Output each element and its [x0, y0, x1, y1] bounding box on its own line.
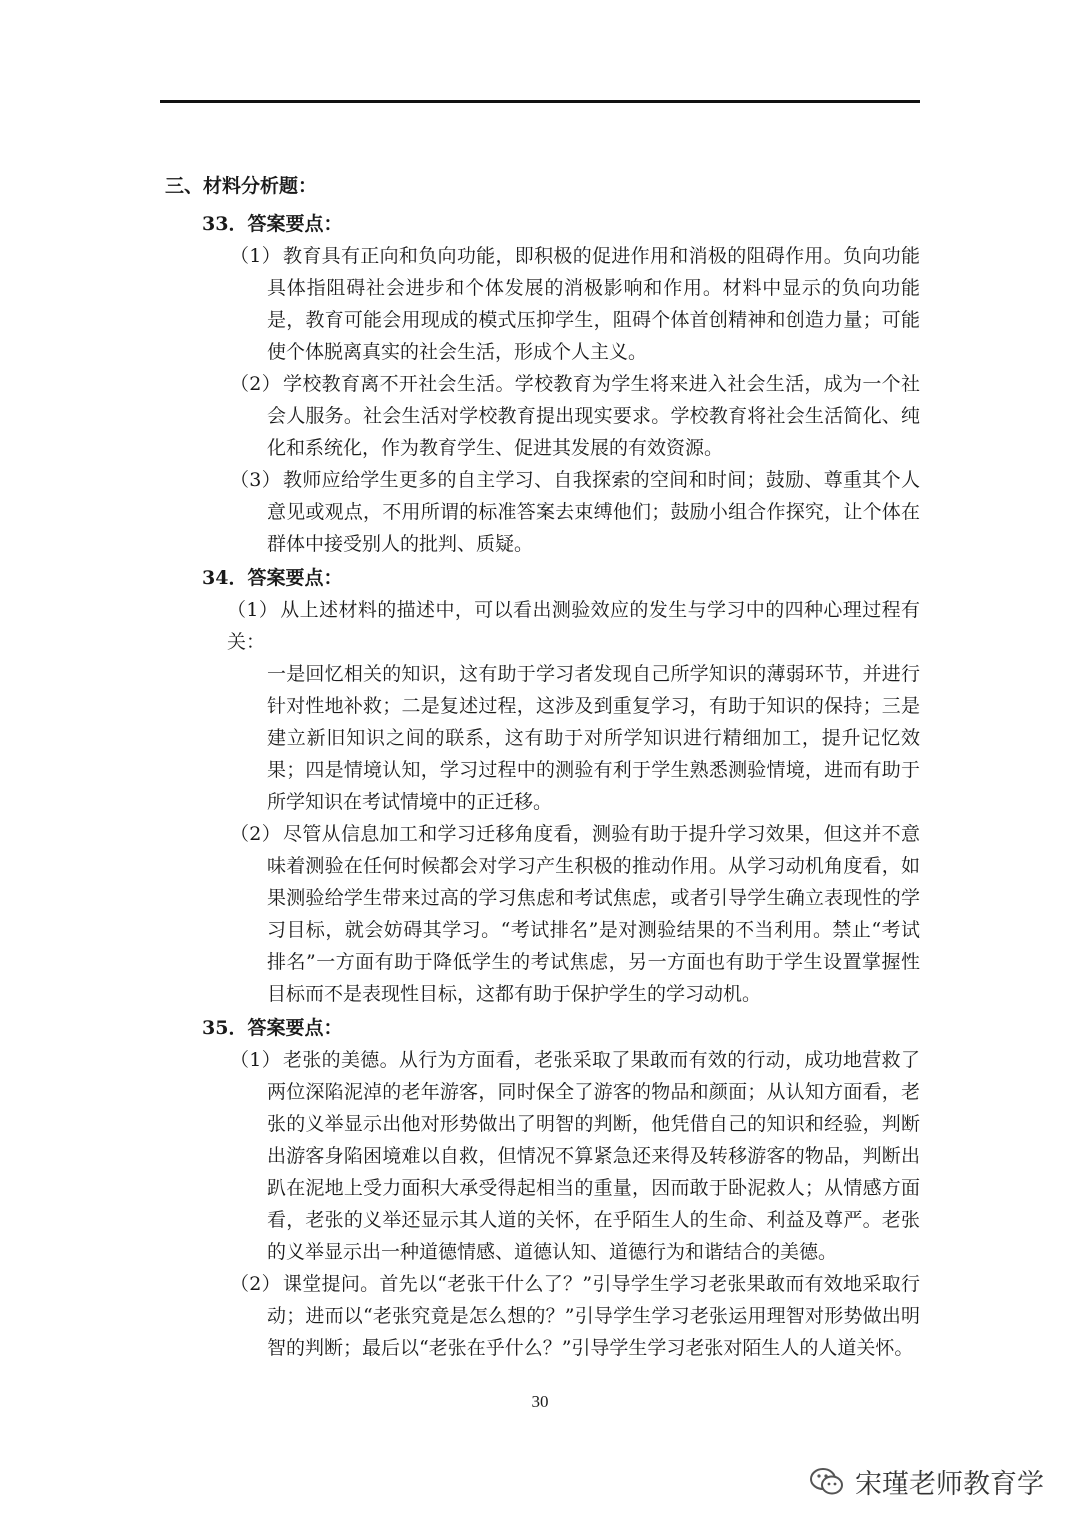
- answer-item: [230, 1044, 920, 1268]
- item-number: （1）: [230, 245, 282, 267]
- answer-item: [230, 368, 920, 464]
- question-34: [165, 562, 920, 1010]
- answer-item: [227, 594, 920, 818]
- answer-item: [230, 1268, 920, 1364]
- question-heading: 34．答案要点：: [202, 567, 343, 589]
- item-lead: [227, 594, 920, 658]
- answer-item: [230, 818, 920, 1010]
- item-number: （3）: [230, 469, 282, 491]
- wechat-icon: [809, 1466, 845, 1498]
- section-title: 三、材料分析题：: [165, 175, 318, 197]
- watermark: [809, 1462, 1044, 1501]
- item-text: 老张的美德。从行为方面看，老张采取了果敢而有效的行动，成功地营救了两位深陷泥淖的老年游客，同时保全了游客的物品和颜面；从认知方面看，老张的义举显示出他对形势做出了明智的判断，他凭借自己的知识和经验，判断出游客身陷困境难以自救，但情况不算紧急还来得及转移游客的物品，判断出趴在泥地上受力面积大承受得起相当的重量，因而敢于卧泥救人；从情感方面看，老张的义举还显示其人道的关怀，在乎陌生人的生命、利益及尊严。老张的义举显示出一种道德情感、道德认知、道德行为和谐结合的美德。: [267, 1049, 920, 1263]
- item-text: 课堂提问。首先以“老张干什么了？”引导学生学习老张果敢而有效地采取行动；进而以“老张究竟是怎么想的？”引导学生学习老张运用理智对形势做出明智的判断；最后以“老张在乎什么？”引导学生学习老张对陌生人的人道关怀。: [267, 1273, 920, 1359]
- item-text: 教师应给学生更多的自主学习、自我探索的空间和时间；鼓励、尊重其个人意见或观点，不用所谓的标准答案去束缚他们；鼓励小组合作探究，让个体在群体中接受别人的批判、质疑。: [267, 469, 920, 555]
- item-number: （1）: [227, 599, 279, 621]
- question-heading: 35．答案要点：: [202, 1017, 343, 1039]
- item-text: 尽管从信息加工和学习迁移角度看，测验有助于提升学习效果，但这并不意味着测验在任何时候都会对学习产生积极的推动作用。从学习动机角度看，如果测验给学生带来过高的学习焦虑和考试焦虑，或者引导学生确立表现性的学习目标，就会妨碍其学习。“考试排名”是对测验结果的不当利用。禁止“考试排名”一方面有助于降低学生的考试焦虑，另一方面也有助于学生设置掌握性目标而不是表现性目标，这都有助于保护学生的学习动机。: [267, 823, 920, 1005]
- question-33: [165, 208, 920, 560]
- item-number: （2）: [230, 373, 282, 395]
- item-text: 教育具有正向和负向功能，即积极的促进作用和消极的阻碍作用。负向功能具体指阻碍社会进步和个体发展的消极影响和作用。材料中显示的负向功能是，教育可能会用现成的模式压抑学生，阻碍个体首创精神和创造力量；可能使个体脱离真实的社会生活，形成个人主义。: [267, 245, 920, 363]
- watermark-text: 宋瑾老师教育学: [855, 1469, 1044, 1500]
- page-number: 30: [531, 1392, 549, 1411]
- item-number: （2）: [230, 823, 282, 845]
- item-number: （1）: [230, 1049, 282, 1071]
- item-text: 从上述材料的描述中，可以看出测验效应的发生与学习中的四种心理过程有关：: [227, 599, 920, 653]
- answer-item: [230, 240, 920, 368]
- item-text: 学校教育离不开社会生活。学校教育为学生将来进入社会生活，成为一个社会人服务。社会生活对学校教育提出现实要求。学校教育将社会生活简化、纯化和系统化，作为教育学生、促进其发展的有效资源。: [267, 373, 920, 459]
- question-35: [165, 1012, 920, 1364]
- item-body: 一是回忆相关的知识，这有助于学习者发现自己所学知识的薄弱环节，并进行针对性地补救；二是复述过程，这涉及到重复学习，有助于知识的保持；三是建立新旧知识之间的联系，这有助于对所学知识进行精细加工，提升记忆效果；四是情境认知，学习过程中的测验有利于学生熟悉测验情境，进而有助于所学知识在考试情境中的正迁移。: [267, 663, 920, 813]
- item-number: （2）: [230, 1273, 281, 1295]
- answer-item: [230, 464, 920, 560]
- question-heading: 33．答案要点：: [202, 213, 343, 235]
- header-rule: [160, 100, 920, 103]
- document-body: [165, 170, 920, 1364]
